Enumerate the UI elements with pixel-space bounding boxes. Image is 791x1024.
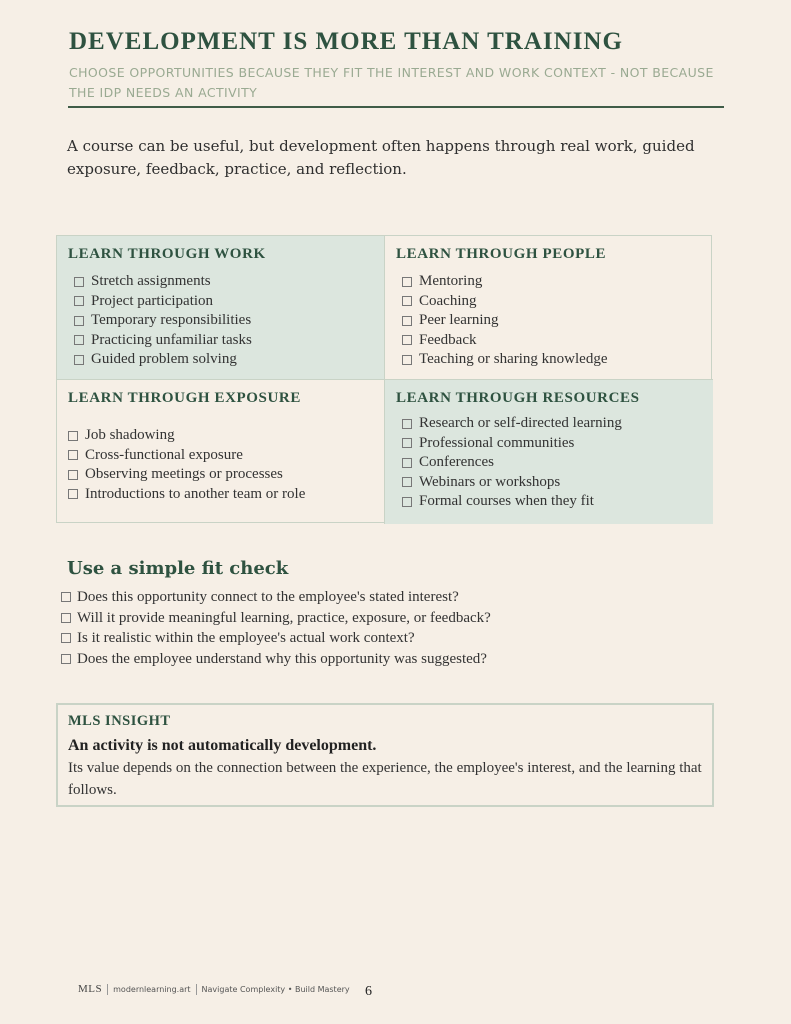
list-item-label: Practicing unfamiliar tasks xyxy=(91,331,252,348)
insight-box xyxy=(56,703,714,807)
list-item xyxy=(68,446,374,466)
list-item xyxy=(402,473,703,493)
title-divider xyxy=(68,106,724,108)
checkbox-icon xyxy=(402,438,412,448)
grid-cell-list xyxy=(68,416,374,504)
list-item xyxy=(402,311,703,331)
insight-heading: An activity is not automatically development. xyxy=(68,737,377,754)
checkbox-icon xyxy=(61,613,71,623)
list-item-label: Feedback xyxy=(419,331,477,348)
grid-cell-title: LEARN THROUGH PEOPLE xyxy=(396,246,607,262)
page-number: 6 xyxy=(365,984,372,999)
list-item-label: Teaching or sharing knowledge xyxy=(419,351,608,367)
footer-site-link[interactable]: modernlearning.art xyxy=(113,984,191,994)
checkbox-icon xyxy=(74,277,84,287)
grid-cell-title: LEARN THROUGH RESOURCES xyxy=(396,390,640,406)
list-item-label: Is it realistic within the employee's actual work context? xyxy=(77,630,415,646)
list-item-label: Observing meetings or processes xyxy=(85,466,283,482)
list-item-label: Webinars or workshops xyxy=(419,473,561,490)
grid-cell-list xyxy=(396,414,703,512)
insight-label: MLS INSIGHT xyxy=(68,713,171,729)
list-item-label: Temporary responsibilities xyxy=(91,312,252,328)
checkbox-icon xyxy=(402,335,412,345)
list-item xyxy=(61,608,491,629)
list-item-label: Conferences xyxy=(419,454,494,470)
list-item-label: Stretch assignments xyxy=(91,273,211,289)
list-item-label: Coaching xyxy=(419,292,477,309)
grid-cell-exposure xyxy=(57,380,385,524)
footer-divider xyxy=(107,984,108,995)
checkbox-icon xyxy=(68,489,78,499)
checkbox-icon xyxy=(402,316,412,326)
insight-body: Its value depends on the connection between the experience, the employee's interest, and the learning that follows. xyxy=(68,760,702,798)
fit-check-title: Use a simple fit check xyxy=(67,558,289,579)
list-item xyxy=(402,350,703,370)
checkbox-icon xyxy=(74,335,84,345)
list-item-label: Research or self-directed learning xyxy=(419,415,622,431)
grid-cell-work xyxy=(57,236,385,380)
list-item xyxy=(74,350,374,370)
list-item-label: Formal courses when they fit xyxy=(419,493,594,509)
grid-cell-title: LEARN THROUGH WORK xyxy=(68,246,266,262)
footer-divider xyxy=(196,984,197,995)
checkbox-icon xyxy=(402,296,412,306)
list-item xyxy=(402,453,703,473)
list-item xyxy=(68,465,374,485)
fit-check-list xyxy=(61,587,491,669)
page-title: DEVELOPMENT IS MORE THAN TRAINING xyxy=(69,28,623,55)
list-item-label: Job shadowing xyxy=(85,427,175,443)
list-item-label: Cross-functional exposure xyxy=(85,446,243,463)
list-item xyxy=(402,272,703,292)
page-subtitle: CHOOSE OPPORTUNITIES BECAUSE THEY FIT THE INTEREST AND WORK CONTEXT - NOT BECAUSE THE IDP NEEDS AN ACTIVITY xyxy=(69,65,714,100)
learning-grid xyxy=(56,235,712,523)
grid-cell-list xyxy=(396,272,703,370)
list-item xyxy=(402,292,703,312)
checkbox-icon xyxy=(74,296,84,306)
list-item xyxy=(74,311,374,331)
grid-cell-list xyxy=(68,272,374,370)
list-item-label: Professional communities xyxy=(419,434,575,451)
checkbox-icon xyxy=(74,316,84,326)
footer-tagline: Navigate Complexity • Build Mastery xyxy=(201,984,350,994)
list-item xyxy=(74,331,374,351)
list-item xyxy=(402,492,703,512)
list-item-label: Guided problem solving xyxy=(91,351,237,367)
list-item-label: Does this opportunity connect to the employee's stated interest? xyxy=(77,589,459,605)
brand-logo: MLS xyxy=(78,983,103,995)
grid-cell-people xyxy=(385,236,713,380)
checkbox-icon xyxy=(61,633,71,643)
intro-paragraph: A course can be useful, but development often happens through real work, guided exposure, feedback, practice, and reflection. xyxy=(67,137,695,178)
list-item xyxy=(61,628,491,649)
grid-cell-title: LEARN THROUGH EXPOSURE xyxy=(68,390,301,406)
checkbox-icon xyxy=(68,431,78,441)
list-item-label: Will it provide meaningful learning, practice, exposure, or feedback? xyxy=(77,609,491,626)
checkbox-icon xyxy=(402,458,412,468)
checkbox-icon xyxy=(68,450,78,460)
list-item-label: Mentoring xyxy=(419,273,483,289)
list-item xyxy=(74,292,374,312)
checkbox-icon xyxy=(61,654,71,664)
checkbox-icon xyxy=(402,497,412,507)
list-item xyxy=(74,272,374,292)
list-item xyxy=(402,331,703,351)
grid-cell-resources xyxy=(385,380,713,524)
list-item xyxy=(61,587,491,608)
list-item-label: Project participation xyxy=(91,292,214,309)
list-item xyxy=(68,426,374,446)
list-item-label: Does the employee understand why this opportunity was suggested? xyxy=(77,650,487,667)
footer xyxy=(78,983,350,995)
list-item xyxy=(68,485,374,505)
list-item xyxy=(402,414,703,434)
checkbox-icon xyxy=(68,470,78,480)
checkbox-icon xyxy=(402,277,412,287)
list-item xyxy=(402,434,703,454)
checkbox-icon xyxy=(402,477,412,487)
checkbox-icon xyxy=(61,592,71,602)
list-item-label: Peer learning xyxy=(419,312,499,328)
checkbox-icon xyxy=(402,419,412,429)
list-item-label: Introductions to another team or role xyxy=(85,485,306,502)
list-item xyxy=(61,649,491,670)
checkbox-icon xyxy=(402,355,412,365)
checkbox-icon xyxy=(74,355,84,365)
